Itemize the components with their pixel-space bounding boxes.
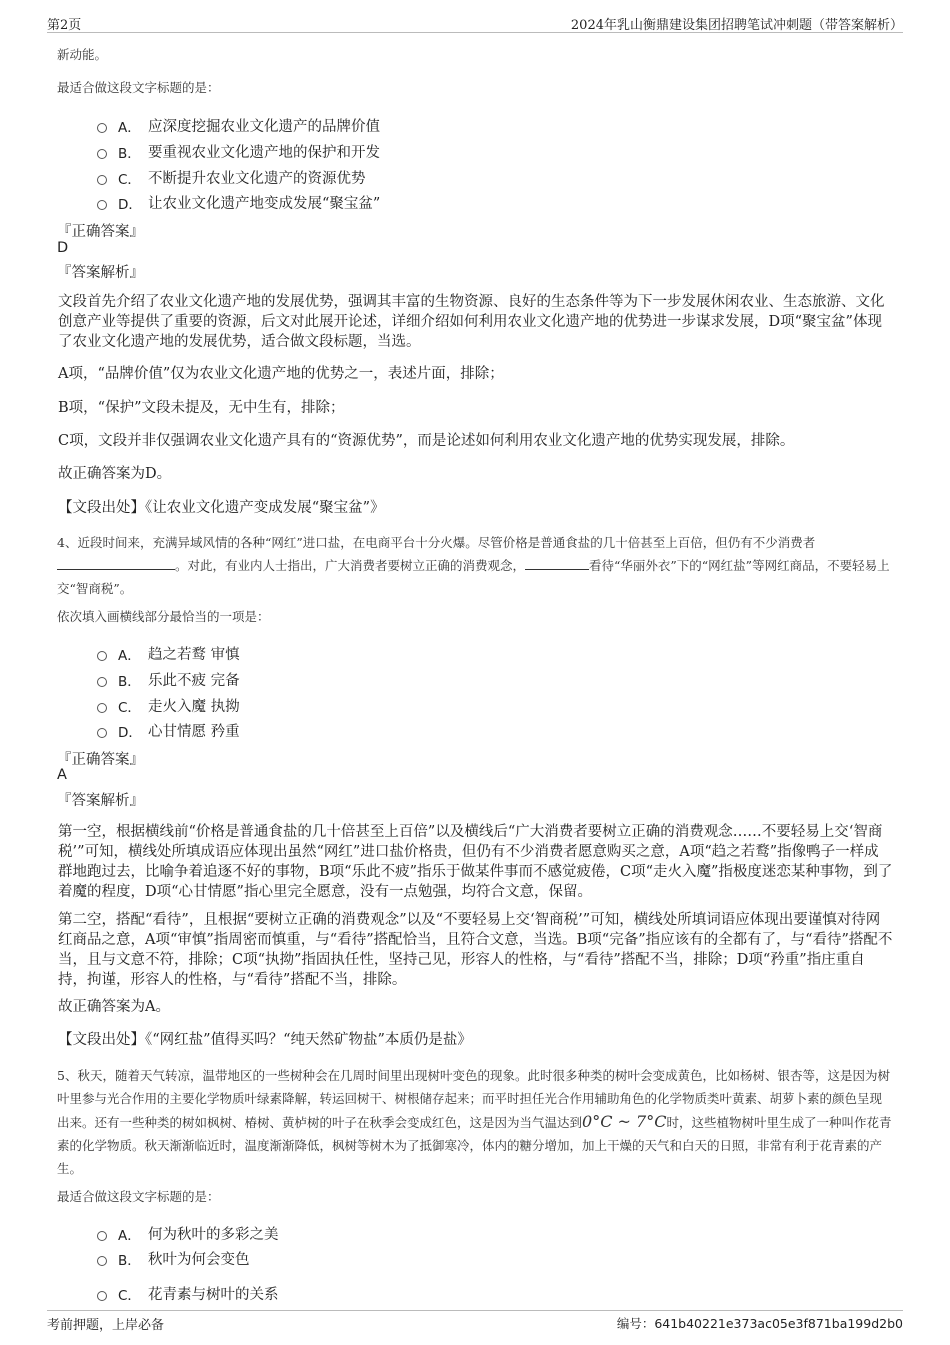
q3-analysis-p3: B项，“保护”文段未提及，无中生有，排除；: [58, 400, 345, 416]
q4-blank-1: [57, 556, 175, 570]
q5-prompt: 最适合做这段文字标题的是：: [57, 1189, 220, 1204]
q4-option-c[interactable]: C． 走火入魔 执拗: [97, 695, 240, 716]
q4-option-a[interactable]: A． 趋之若鹜 审慎: [97, 643, 240, 664]
q4-analysis-p2: 第二空，搭配“看待”，且根据“要树立正确的消费观念”以及“不要轻易上交‘智商税’”可知，横线处所填词语应体现出要谨慎对待网红商品之意，A项“审慎”指周密而慎重，与“看待”搭配恰当，且符合文意，当选。B项“完备”指应该有的全都有了，与“看待”搭配不当，且与文意不符，排除；C项“执拗”指固执任性，坚持己见，形容人的性格，与“看待”搭配不当，排除；D项“矜重”指庄重自持，拘谨，形容人的性格，与“看待”搭配不当，排除。: [58, 912, 893, 988]
footer-divider: [47, 1310, 903, 1311]
radio-icon[interactable]: [97, 200, 107, 210]
q4-stem: 4、近段时间来，充满异域风情的各种“网红”进口盐，在电商平台十分火爆。尽管价格是普通食盐的几十倍甚至上百倍，但仍有不少消费者。对此，有业内人士指出，广大消费者要树立正确的消费观念， 看待“华丽外衣”下的“网红盐”等网红商品，不要轻易上交“智商税”。: [57, 535, 890, 596]
radio-icon[interactable]: [97, 149, 107, 159]
temperature-range: 0°C ~ 7°C: [582, 1112, 667, 1131]
q3-option-d[interactable]: D． 让农业文化遗产地变成发展“聚宝盆”: [97, 192, 380, 213]
q5-option-b[interactable]: B． 秋叶为何会变色: [97, 1248, 250, 1269]
q4-analysis-p1: 第一空，根据横线前“价格是普通食盐的几十倍甚至上百倍”以及横线后“广大消费者要树立正确的消费观念……不要轻易上交‘智商税’”可知，横线处所填成语应体现出虽然“网红”进口盐价格贵，但仍有不少消费者愿意购买之意，A项“趋之若鹜”指像鸭子一样成群地跑过去，比喻争着追逐不好的事物，B项“乐此不疲”指乐于做某件事而不感觉疲倦，C项“走火入魔”指极度迷恋某种事物，到了着魔的程度，D项“心甘情愿”指心里完全愿意，没有一点勉强，均符合文意，保留。: [58, 824, 893, 900]
document-title: 2024年乳山衡鼎建设集团招聘笔试冲刺题（带答案解析）: [570, 18, 903, 33]
radio-icon[interactable]: [97, 1291, 107, 1301]
q4-source: 【文段出处】《“网红盐”值得买吗？“纯天然矿物盐”本质仍是盐》: [58, 1032, 472, 1048]
footer-slogan: 考前押题，上岸必备: [47, 1318, 165, 1333]
page-number: 第2页: [47, 18, 82, 33]
q3-option-b[interactable]: B． 要重视农业文化遗产地的保护和开发: [97, 141, 380, 162]
q3-analysis-label: 『答案解析』: [57, 265, 144, 281]
q4-answer-label: 『正确答案』: [57, 752, 144, 768]
q4-blank-2: [525, 556, 589, 570]
radio-icon[interactable]: [97, 175, 107, 185]
q5-option-c[interactable]: C． 花青素与树叶的关系: [97, 1283, 279, 1304]
q4-answer: A: [57, 767, 67, 783]
q4-prompt: 依次填入画横线部分最恰当的一项是：: [57, 609, 270, 624]
q3-source: 【文段出处】《让农业文化遗产变成发展“聚宝盆”》: [58, 500, 385, 516]
radio-icon[interactable]: [97, 123, 107, 133]
q3-analysis-p2: A项，“品牌价值”仅为农业文化遗产地的优势之一，表述片面，排除；: [58, 366, 504, 382]
q3-answer: D: [57, 240, 69, 256]
q3-answer-label: 『正确答案』: [57, 224, 144, 240]
radio-icon[interactable]: [97, 728, 107, 738]
radio-icon[interactable]: [97, 703, 107, 713]
q3-option-a[interactable]: A． 应深度挖掘农业文化遗产的品牌价值: [97, 115, 380, 136]
radio-icon[interactable]: [97, 1231, 107, 1241]
q3-option-c[interactable]: C． 不断提升农业文化遗产的资源优势: [97, 167, 366, 188]
q3-prompt: 最适合做这段文字标题的是：: [57, 80, 220, 95]
radio-icon[interactable]: [97, 1256, 107, 1266]
document-id: 编号：641b40221e373ac05e3f871ba199d2b0: [616, 1316, 903, 1331]
q4-analysis-label: 『答案解析』: [57, 793, 144, 809]
prev-question-tail: 新动能。: [57, 47, 108, 62]
q3-analysis-p1: 文段首先介绍了农业文化遗产地的发展优势，强调其丰富的生物资源、良好的生态条件等为下一步发展休闲农业、生态旅游、文化创意产业等提供了重要的资源，后文对此展开论述，详细介绍如何利用农业文化遗产地的优势进一步谋求发展，D项“聚宝盆”体现了农业文化遗产地的发展优势，适合做文段标题，当选。: [58, 294, 885, 350]
q3-analysis-p4: C项，文段并非仅强调农业文化遗产具有的“资源优势”，而是论述如何利用农业文化遗产地的优势实现发展，排除。: [58, 433, 795, 449]
q4-analysis-p3: 故正确答案为A。: [58, 999, 170, 1015]
header-divider: [47, 32, 903, 33]
q5-stem: 5、秋天，随着天气转凉，温带地区的一些树种会在几周时间里出现树叶变色的现象。此时很多种类的树叶会变成黄色，比如杨树、银杏等，这是因为树叶里参与光合作用的主要化学物质叶绿素降解，转运回树干、树根储存起来；而平时担任光合作用辅助角色的化学物质类叶黄素、胡萝卜素的颜色呈现出来。还有一些种类的树如枫树、椿树、黄栌树的叶子在秋季会变成红色，这是因为当气温达到0°C ~ 7°C时，这些植物树叶里生成了一种叫作花青素的化学物质。秋天渐渐临近时，温度渐渐降低，枫树等树木为了抵御寒冷，体内的糖分增加，加上干燥的天气和白天的日照，非常有利于花青素的产生。: [57, 1068, 892, 1176]
radio-icon[interactable]: [97, 677, 107, 687]
q3-analysis-p5: 故正确答案为D。: [58, 466, 172, 482]
radio-icon[interactable]: [97, 651, 107, 661]
q5-option-a[interactable]: A． 何为秋叶的多彩之美: [97, 1223, 279, 1244]
q4-option-d[interactable]: D． 心甘情愿 矜重: [97, 720, 240, 741]
q4-option-b[interactable]: B． 乐此不疲 完备: [97, 669, 240, 690]
